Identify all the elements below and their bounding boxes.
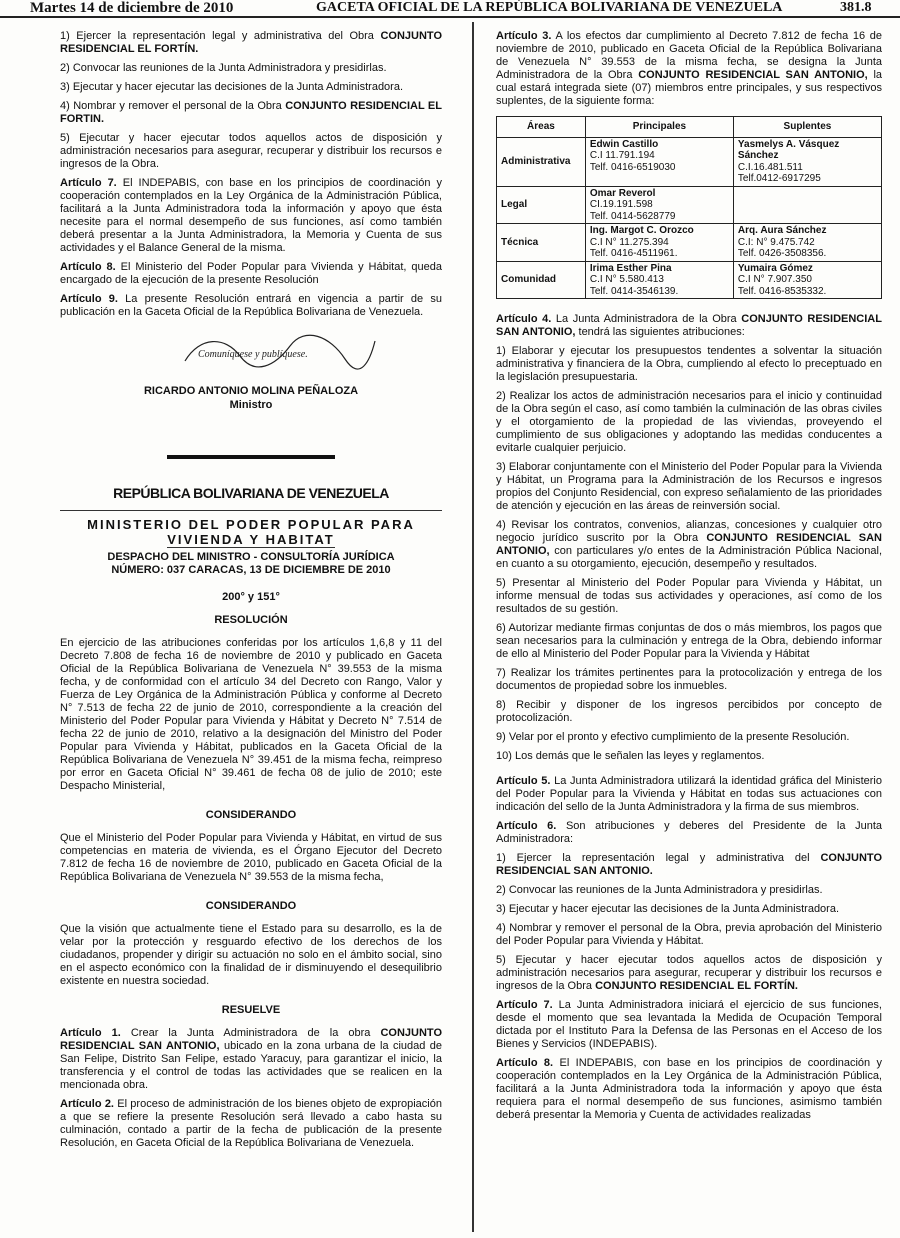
- years-line: 200° y 151°: [222, 591, 280, 603]
- list-item: 3) Elaborar conjuntamente con el Ministerio del Poder Popular para la Vivienda y Hábitat, un Programa para la Administración de los Recursos e ingresos propios del Conjunto Residencial, con expreso señalamiento de las prioridades de atención y ejecución en las áreas de reinversión social.: [496, 461, 882, 512]
- signature-scribble: [180, 331, 380, 371]
- preamble: En ejercicio de las atribuciones conferidas por los artículos 1,6,8 y 11 del Decreto 7.808 de fecha 16 de noviembre de 2010 y publicado en Gaceta Oficial de la República Bolivariana de Venezuela N° 39.553 de la misma fecha, y de conformidad con el artículo 34 del Decreto con Rango, Valor y Fuerza de Ley Orgánica de la Administración Pública y conforme al Decreto N° 7.513 de fecha 22 de junio de 2010, correspondiente a la creación del Ministerio del Poder Popular para Vivienda y Hábitat y Decreto N° 7.514 de fecha 22 de junio de 2010, relativo a la designación del Ministro del Poder Popular para Vivienda y Hábitat, publicados en la Gaceta Oficial de la República Bolivariana de Venezuela N° 39.451 de la misma fecha, reimpreso por error en Gaceta Oficial N° 39.461 de fecha 08 de julio de 2010; este Despacho Ministerial,: [60, 637, 442, 792]
- list-item: 1) Ejercer la representación legal y administrativa del CONJUNTO RESIDENCIAL SAN ANTONIO.: [496, 852, 882, 877]
- item-paragraph: 4) Nombrar y remover el personal de la Obra CONJUNTO RESIDENCIAL EL FORTIN.: [60, 100, 442, 125]
- signer-name: RICARDO ANTONIO MOLINA PEÑALOZA: [143, 385, 359, 397]
- list-item: 10) Los demás que le señalen las leyes y reglamentos.: [496, 750, 765, 762]
- column-header: Principales: [585, 117, 733, 138]
- considerando-text: Que la visión que actualmente tiene el Estado para su desarrollo, es la de velar por la protección y resguardo efectivo de los derechos de los ciudadanos, propender y dirigir su actuación no solo en el ámbito social, sino en el aspecto económico con la finalidad de ir disminuyendo el desequilibrio existente en nuestra sociedad.: [60, 923, 442, 987]
- list-item: 5) Presentar al Ministerio del Poder Popular para Vivienda y Hábitat, un informe mensual de todas sus actividades y operaciones, así como de los resultados de su gestión.: [496, 577, 882, 615]
- item-paragraph: 3) Ejecutar y hacer ejecutar las decisiones de la Junta Administradora.: [60, 81, 404, 93]
- signature-block: [60, 325, 442, 445]
- resolution-article-2: Artículo 2. El proceso de administración de los bienes objeto de expropiación a que se refiere la presente Resolución será llevado a cabo hasta su culminación, contado a partir de la fecha de publicación de la presente Resolución, en Gaceta Oficial de la República Bolivariana de Venezuela.: [60, 1098, 442, 1149]
- table-row: Técnica Ing. Margot C. Orozco C.I N° 11.275.394 Telf. 0416-4511961. Arq. Aura Sánchez C.I: N° 9.475.742 Telf. 0426-3508356.: [497, 224, 882, 262]
- separator-line: [60, 510, 442, 511]
- article-3: Artículo 3. A los efectos dar cumplimiento al Decreto 7.812 de fecha 16 de noviembre de 2010, publicado en Gaceta Oficial de la República Bolivariana de Venezuela N° 39.553 de la misma fecha, se designa la Junta Administradora de la Obra CONJUNTO RESIDENCIAL SAN ANTONIO, la cual estará integrada siete (07) miembros entre principales, y sus respectivos suplentes, de la siguiente forma:: [496, 30, 883, 107]
- article-8: Artículo 8. El INDEPABIS, con base en los principios de coordinación y cooperación contemplados en la Ley Orgánica de la Administración Pública, facilitará a la Junta Administradora toda la información y apoyo que ésta requiera para el normal desempeño de sus funciones, asimismo también deberá presentar la Memoria y Cuenta de actividades realizadas: [496, 1057, 882, 1121]
- article-8: Artículo 8. El Ministerio del Poder Popular para Vivienda y Hábitat, queda encargado de la ejecución de la presente Resolución: [60, 261, 442, 286]
- ministry-heading: MINISTERIO DEL PODER POPULAR PARA VIVIENDA Y HABITAT: [87, 517, 415, 547]
- column-header: Suplentes: [733, 117, 881, 138]
- article-5: Artículo 5. La Junta Administradora utilizará la identidad gráfica del Ministerio del Poder Popular para la Vivienda y Hábitat en todas sus actuaciones con indicación del sello de la Junta Administradora y la firma de sus miembros.: [496, 775, 882, 813]
- members-table: [496, 116, 882, 299]
- list-item: 7) Realizar los trámites pertinentes para la protocolización y entrega de los documentos de propiedad sobre los inmuebles.: [496, 667, 882, 692]
- resuelve-heading: RESUELVE: [221, 1004, 281, 1016]
- article-6: Artículo 6. Son atribuciones y deberes del Presidente de la Junta Administradora:: [496, 820, 882, 845]
- svg-text:Comuníquese y publíquese.: Comuníquese y publíquese.: [198, 349, 308, 360]
- list-item: 9) Velar por el pronto y efectivo cumplimiento de la presente Resolución.: [496, 731, 850, 743]
- table-row: Comunidad Irima Esther Pina C.I N° 5.580.413 Telf. 0414-3546139. Yumaira Gómez C.I N° 7.907.350 Telf. 0416-8535332.: [497, 261, 882, 299]
- list-item: 4) Nombrar y remover el personal de la Obra, previa aprobación del Ministerio del Poder Popular para Vivienda y Hábitat.: [496, 922, 882, 947]
- page-number: 381.8: [840, 0, 872, 15]
- list-item: 4) Revisar los contratos, convenios, alianzas, concesiones y cualquier otro negocio jurídico suscrito por la Obra CONJUNTO RESIDENCIAL SAN ANTONIO, con particulares y/o entes de la Administración Pública Nacional, en cuanto a su otorgamiento, ejecución, desempeño y resultados.: [496, 519, 882, 570]
- article-7: Artículo 7. El INDEPABIS, con base en los principios de coordinación y cooperación contemplados en la Ley Orgánica de la Administración Pública, facilitará a la Junta Administradora toda la información y apoyo que ésta necesite para el normal desempeño de sus funciones, así como también deberá presentar a la Junta Administradora, la Memoria y Cuenta de sus actividades y el Balance General de la misma.: [60, 177, 442, 254]
- table-row: Legal Omar Reverol CI.19.191.598 Telf. 0414-5628779: [497, 186, 882, 224]
- left-column: [60, 30, 442, 1156]
- item-paragraph: 1) Ejercer la representación legal y administrativa del Obra CONJUNTO RESIDENCIAL EL FORTÍN.: [60, 30, 442, 55]
- page-header: [0, 0, 900, 18]
- considerando-text: Que el Ministerio del Poder Popular para Vivienda y Hábitat, en virtud de sus competencias en materia de vivienda, es el Órgano Ejecutor del Decreto 7.812 de fecha 16 de noviembre de 2010, publicado en Gaceta Oficial de la República Bolivariana de Venezuela N° 39.553 de la misma fecha,: [60, 832, 442, 883]
- list-item: 5) Ejecutar y hacer ejecutar todos aquellos actos de disposición y administración necesarios para asegurar, recuperar y distribuir los recursos e ingresos de la Obra CONJUNTO RESIDENCIAL EL FORTÍN.: [496, 954, 882, 992]
- column-header: Áreas: [497, 117, 586, 138]
- list-item: 3) Ejecutar y hacer ejecutar las decisiones de la Junta Administradora.: [496, 903, 840, 915]
- list-item: 2) Realizar los actos de administración necesarios para el inicio y continuidad de la Obra según el caso, así como también la culminación de las obras civiles y el otorgamiento de la propiedad de las viviendas, proveyendo el cumplimiento de sus obligaciones y adoptando las medidas conducentes a evitarle cualquier perjuicio.: [496, 390, 882, 454]
- header-title: GACETA OFICIAL DE LA REPÚBLICA BOLIVARIANA DE VENEZUELA: [316, 0, 783, 15]
- item-paragraph: 5) Ejecutar y hacer ejecutar todos aquellos actos de disposición y administración necesarios para asegurar, recuperar y distribuir los recursos e ingresos de la Obra.: [60, 132, 442, 170]
- right-column: [496, 30, 882, 1128]
- resolution-heading: RESOLUCIÓN: [214, 614, 288, 626]
- resolution-article-1: Artículo 1. Crear la Junta Administradora de la obra CONJUNTO RESIDENCIAL SAN ANTONIO, ubicado en la zona urbana de la ciudad de San Felipe, Distrito San Felipe, estado Yaracuy, para garantizar el inicio, la transferencia y el control de todas las actividades que se realicen en la mencionada obra.: [60, 1027, 443, 1091]
- republic-heading: REPÚBLICA BOLIVARIANA DE VENEZUELA: [113, 485, 389, 501]
- table-row: Administrativa Edwin Castillo C.I 11.791.194 Telf. 0416-6519030 Yasmelys A. Vásquez Sánchez C.I.16.481.511 Telf.0412-6917295: [497, 137, 882, 186]
- separator-rule: [167, 455, 335, 459]
- article-7: Artículo 7. La Junta Administradora iniciará el ejercicio de sus funciones, desde el momento que sea levantada la Medida de Ocupación Temporal dictada por el Instituto Para la Defensa de las Personas en el Acceso de los Bienes y Servicios (INDEPABIS).: [496, 999, 882, 1050]
- list-item: 8) Recibir y disponer de los ingresos percibidos por concepto de protocolización.: [496, 699, 882, 724]
- item-paragraph: 2) Convocar las reuniones de la Junta Administradora y presidirlas.: [60, 62, 387, 74]
- list-item: 6) Autorizar mediante firmas conjuntas de dos o más miembros, los pagos que sean necesarios para la culminación y entrega de la Obra, debiendo informar de ello al Ministerio del Poder Popular para la Vivienda y Hábitat: [496, 622, 882, 660]
- considerando-heading: CONSIDERANDO: [205, 809, 297, 821]
- considerando-heading: CONSIDERANDO: [205, 900, 297, 912]
- list-item: 1) Elaborar y ejecutar los presupuestos tendentes a solventar la situación administrativa y financiera de la Obra, cumpliendo al efecto lo preceptuado en la legislación presupuestaria.: [496, 345, 882, 383]
- table-header-row: [497, 117, 882, 138]
- article-9: Artículo 9. La presente Resolución entrará en vigencia a partir de su publicación en la Gaceta Oficial de la República Bolivariana de Venezuela.: [60, 293, 442, 318]
- column-divider: [472, 22, 474, 1232]
- signer-role: Ministro: [229, 399, 273, 411]
- header-date: Martes 14 de diciembre de 2010: [30, 0, 234, 16]
- despacho-heading: DESPACHO DEL MINISTRO - CONSULTORÍA JURÍDICA NÚMERO: 037 CARACAS, 13 DE DICIEMBRE DE 2010: [107, 551, 395, 576]
- list-item: 2) Convocar las reuniones de la Junta Administradora y presidirlas.: [496, 884, 823, 896]
- article-4: Artículo 4. La Junta Administradora de la Obra CONJUNTO RESIDENCIAL SAN ANTONIO, tendrá las siguientes atribuciones:: [496, 313, 882, 338]
